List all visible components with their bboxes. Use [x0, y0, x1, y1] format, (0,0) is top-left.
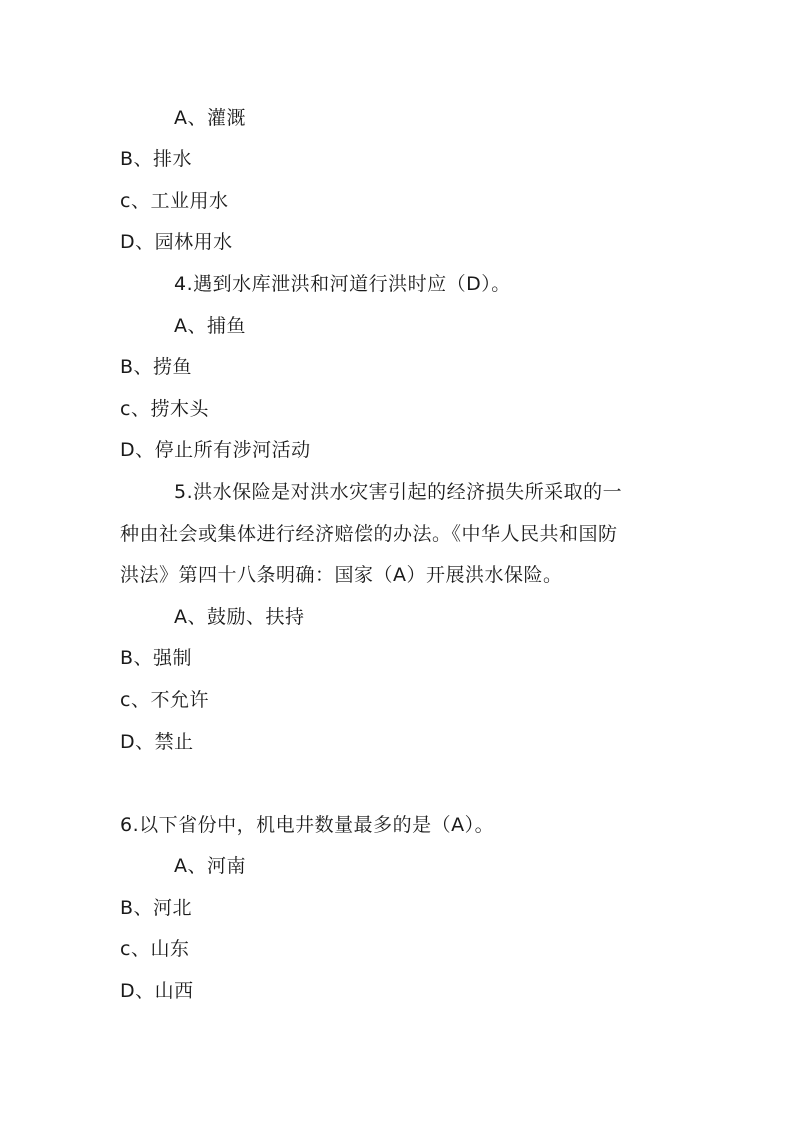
q5-stem-line2: 种由社会或集体进行经济赔偿的办法。《中华人民共和国防: [120, 523, 618, 545]
q4-option-d: D、停止所有涉河活动: [120, 439, 311, 461]
q5-stem-line1: 5.洪水保险是对洪水灾害引起的经济损失所采取的一: [174, 481, 623, 503]
q4-option-c: c、捞木头: [120, 398, 209, 420]
q3-option-b: B、排水: [120, 148, 193, 170]
q5-option-a: A、鼓励、扶持: [174, 606, 305, 628]
q4-option-a: A、捕鱼: [174, 315, 246, 337]
q3-option-c: c、工业用水: [120, 190, 229, 212]
q3-option-a: A、灌溉: [174, 107, 246, 129]
q6-stem: 6.以下省份中，机电井数量最多的是（A）。: [120, 814, 495, 836]
q5-option-d: D、禁止: [120, 731, 194, 753]
q6-option-a: A、河南: [174, 855, 246, 877]
q6-option-d: D、山西: [120, 980, 194, 1002]
q4-option-b: B、捞鱼: [120, 356, 193, 378]
q5-stem-line3: 洪法》第四十八条明确：国家（A）开展洪水保险。: [120, 564, 563, 586]
q5-option-c: c、不允许: [120, 689, 209, 711]
q5-option-b: B、强制: [120, 647, 193, 669]
q3-option-d: D、园林用水: [120, 231, 233, 253]
q4-stem: 4.遇到水库泄洪和河道行洪时应（D）。: [174, 273, 511, 295]
q6-option-c: c、山东: [120, 938, 190, 960]
q6-option-b: B、河北: [120, 897, 193, 919]
